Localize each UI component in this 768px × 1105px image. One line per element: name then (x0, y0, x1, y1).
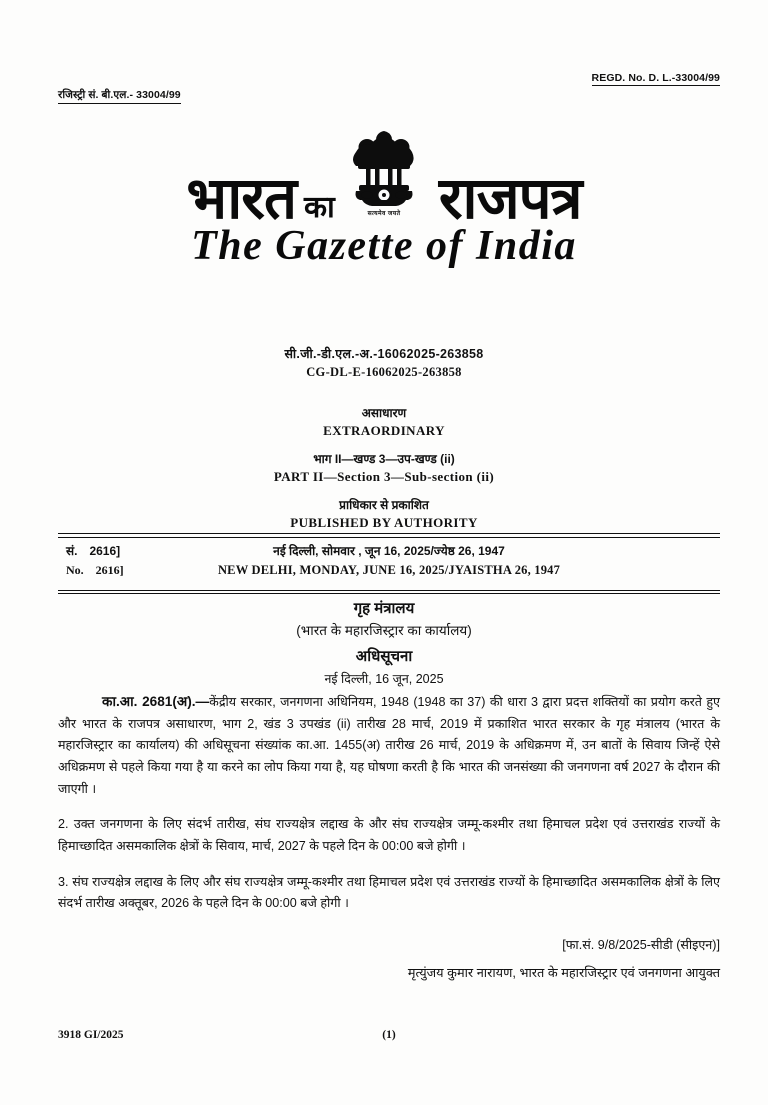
cg-dl-codes (0, 345, 768, 380)
masthead-word-rajpatra: राजपत्र (438, 165, 582, 231)
print-code: 3918 GI/2025 (58, 1029, 124, 1041)
registration-row (58, 72, 720, 102)
notification-label: अधिसूचना (355, 648, 413, 665)
issue-date-block (58, 542, 720, 580)
masthead (0, 128, 768, 270)
notification-body (58, 690, 720, 915)
extraordinary-block (0, 404, 768, 533)
authority-group (0, 496, 768, 531)
masthead-word-bharat: भारत (186, 165, 297, 231)
issue-place-date-english: NEW DELHI, MONDAY, JUNE 16, 2025/JYAISTHA 26, 1947 (217, 562, 561, 577)
cg-dl-code-english: CG-DL-E-16062025-263858 (306, 365, 462, 379)
masthead-title-english: The Gazette of India (191, 223, 577, 269)
masthead-title-hindi (0, 140, 768, 231)
authority-english: PUBLISHED BY AUTHORITY (290, 515, 478, 530)
ministry-heading (0, 598, 768, 687)
part-group (0, 450, 768, 485)
order-number: का.आ. 2681(अ).— (102, 694, 210, 709)
issue-number-value-hindi: 2616] (89, 543, 121, 558)
signatory-name: मृत्युंजय कुमार नारायण, भारत के महारजिस्ट्रार एवं जनगणना आयुक्त (407, 965, 720, 980)
kind-hindi: असाधारण (361, 406, 407, 420)
issue-place-date-hindi: नई दिल्ली, सोमवार , जून 16, 2025/ज्येष्ठ 26, 1947 (273, 543, 505, 558)
emblem-motto: सत्यमेव जयते (367, 211, 401, 217)
paragraph-3: 3. संघ राज्यक्षेत्र लद्दाख के लिए और संघ राज्यक्षेत्र जम्मू-कश्मीर तथा हिमाचल प्रदेश एवं उत्तराखंड राज्यों के हिमाच्छादित असमकालिक क्षेत्रों के लिए संदर्भ तारीख अक्तूबर, 2026 के पहले दिन के 00:00 बजे होगी । (58, 874, 720, 911)
kind-english: EXTRAORDINARY (323, 423, 445, 438)
issue-number-label-english: No. (66, 562, 84, 577)
kind-group (0, 404, 768, 439)
issue-bar (58, 533, 720, 594)
authority-hindi: प्राधिकार से प्रकाशित (339, 498, 429, 512)
page-number: (1) (382, 1029, 396, 1041)
ministry-office: (भारत के महारजिस्ट्रार का कार्यालय) (296, 623, 472, 638)
masthead-word-ka: का (304, 190, 335, 224)
issue-bar-content (58, 538, 720, 588)
part-hindi: भाग II—खण्ड 3—उप-खण्ड (ii) (313, 452, 455, 466)
paragraph-1-text: केंद्रीय सरकार, जनगणना अधिनियम, 1948 (1948 का 37) की धारा 3 द्वारा प्रदत्त शक्तियों का प्रयोग करते हुए और भारत के राजपत्र असाधारण, भाग 2, खंड 3 उपखंड (ii) तारीख 28 मार्च, 2019 में प्रकाशित भारत सरकार के गृह मंत्रालय (भारत के महारजिस्ट्रार का कार्यालय) की अधिसूचना संख्यांक का.आ. 1455(अ) तारीख 26 मार्च, 2019 के अधिक्रमण में, उन बातों के सिवाय जिन्हें ऐसे अधिक्रमण से पहले किया गया है या करने का लोप किया गया है, यह घोषणा करती है कि भारत की जनसंख्या की जनगणना वर्ष 2027 के दौरान की जाएगी । (58, 695, 720, 796)
part-english: PART II—Section 3—Sub-section (ii) (273, 469, 495, 484)
notification-place-date: नई दिल्ली, 16 जून, 2025 (324, 672, 444, 686)
issue-bar-bottom-rule (58, 590, 720, 595)
paragraph-1 (58, 690, 720, 800)
file-number: [फा.सं. 9/8/2025-सीडी (सीइएन)] (562, 938, 720, 952)
cg-dl-code-hindi: सी.जी.-डी.एल.-अ.-16062025-263858 (284, 347, 484, 361)
paragraph-2: 2. उक्त जनगणना के लिए संदर्भ तारीख, संघ राज्यक्षेत्र लद्दाख के और संघ राज्यक्षेत्र जम्मू-कश्मीर तथा हिमाचल प्रदेश एवं उत्तराखंड राज्यों के हिमाच्छादित असमकालिक क्षेत्रों के सिवाय, मार्च, 2027 के पहले दिन के 00:00 बजे होगी । (58, 817, 720, 853)
ministry-name: गृह मंत्रालय (353, 600, 415, 617)
registry-number-english: REGD. No. D. L.-33004/99 (591, 72, 720, 84)
issue-number-label-hindi: सं. (66, 543, 78, 558)
registry-number-hindi: रजिस्ट्री सं. बी.एल.- 33004/99 (58, 88, 181, 104)
signature-block (58, 936, 720, 981)
page-footer (58, 1029, 720, 1047)
issue-number-value-english: 2616] (95, 562, 124, 577)
